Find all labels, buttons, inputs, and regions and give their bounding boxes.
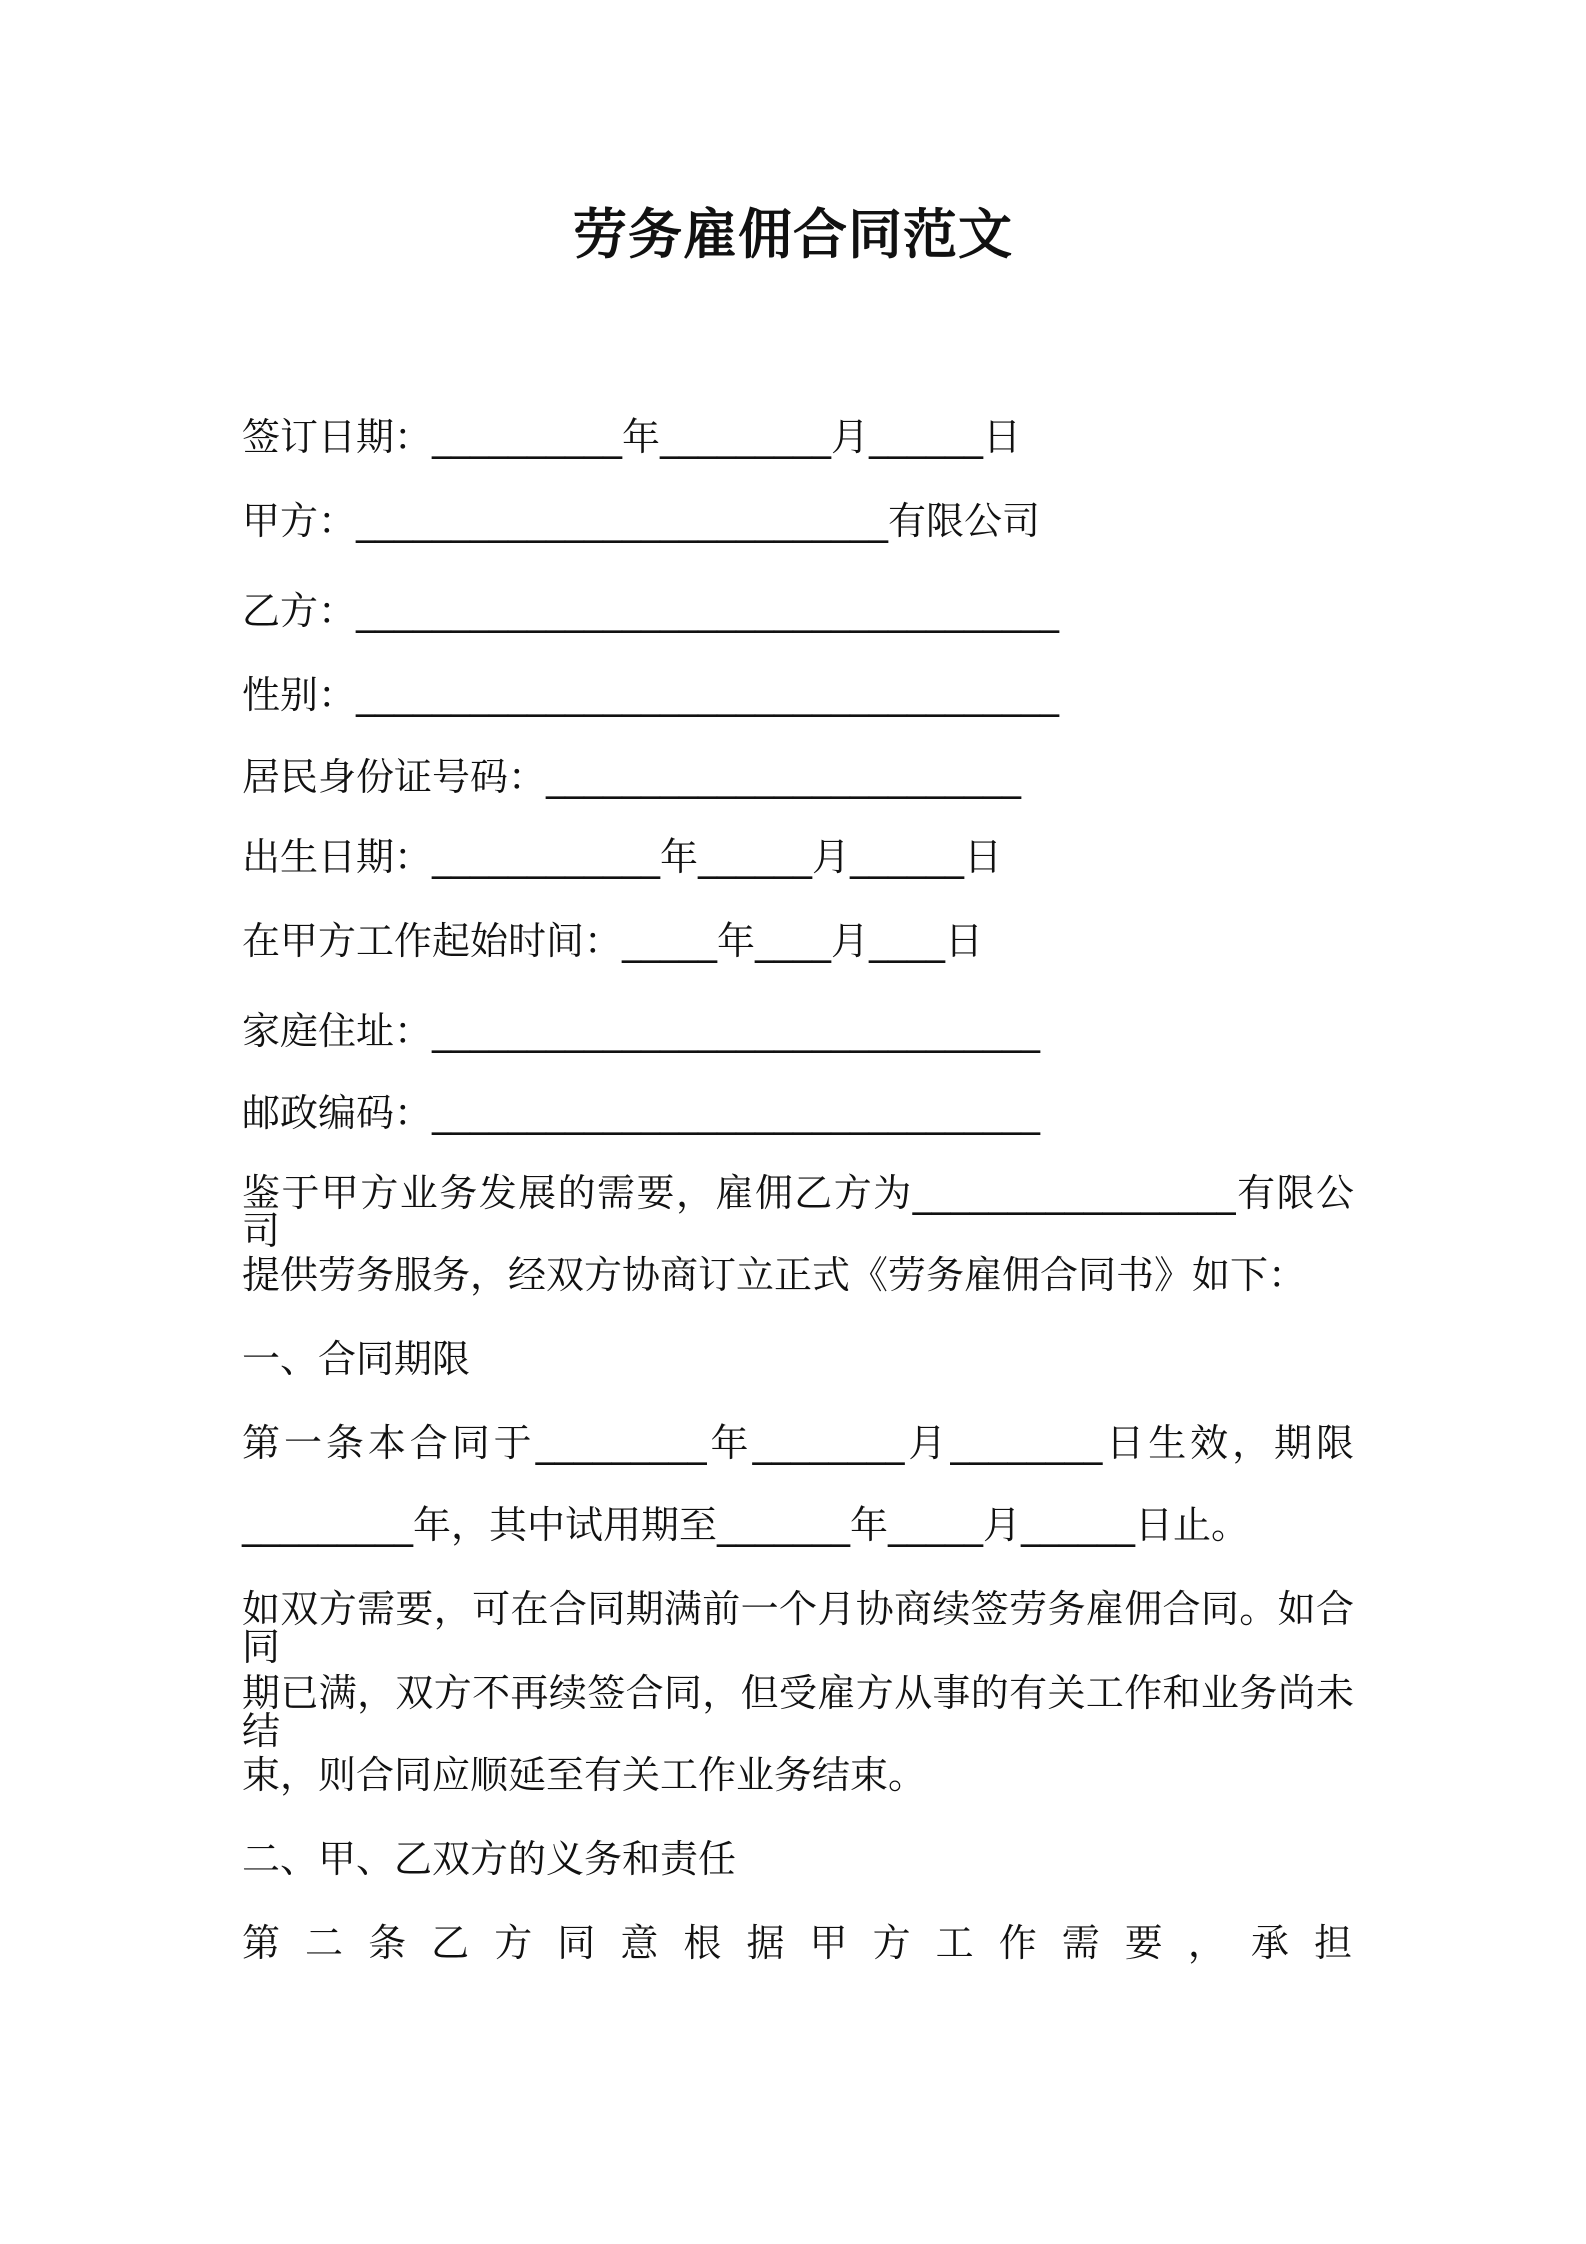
renewal-paragraph-line-3: 束，则合同应顺延至有关工作业务结束。 [242, 1753, 927, 1797]
article-1-line-2: _________年，其中试用期至_______年_____月______日止。 [242, 1503, 1250, 1547]
gender-line: 性别：_____________________________________ [242, 673, 1060, 717]
party-a-line: 甲方：____________________________有限公司 [242, 499, 1041, 543]
signing-date-line: 签订日期：__________年_________月______日 [242, 415, 1022, 459]
article-2-line-1: 第二条乙方同意根据甲方工作需要，承担 [242, 1921, 1354, 1965]
article-1-line-1: 第一条本合同于_________年________月________日生效，期限 [242, 1421, 1354, 1465]
start-date-line: 在甲方工作起始时间：_____年____月____日 [242, 919, 984, 963]
party-b-line: 乙方：_____________________________________ [242, 589, 1060, 633]
home-address-line: 家庭住址：________________________________ [242, 1009, 1041, 1053]
renewal-paragraph-line-2: 期已满，双方不再续签合同，但受雇方从事的有关工作和业务尚未结 [242, 1671, 1354, 1753]
section-1-heading: 一、合同期限 [242, 1337, 471, 1381]
preamble-line-2: 提供劳务服务，经双方协商订立正式《劳务雇佣合同书》如下： [242, 1253, 1307, 1297]
section-2-heading: 二、甲、乙双方的义务和责任 [242, 1837, 737, 1881]
document-title: 劳务雇佣合同范文 [573, 203, 1013, 266]
renewal-paragraph-line-1: 如双方需要，可在合同期满前一个月协商续签劳务雇佣合同。如合同 [242, 1587, 1354, 1669]
postal-code-line: 邮政编码：________________________________ [242, 1091, 1041, 1135]
birth-date-line: 出生日期：____________年______月______日 [242, 835, 1003, 879]
preamble-line-1: 鉴于甲方业务发展的需要，雇佣乙方为_________________有限公司 [242, 1171, 1354, 1253]
id-number-line: 居民身份证号码：_________________________ [242, 755, 1022, 799]
